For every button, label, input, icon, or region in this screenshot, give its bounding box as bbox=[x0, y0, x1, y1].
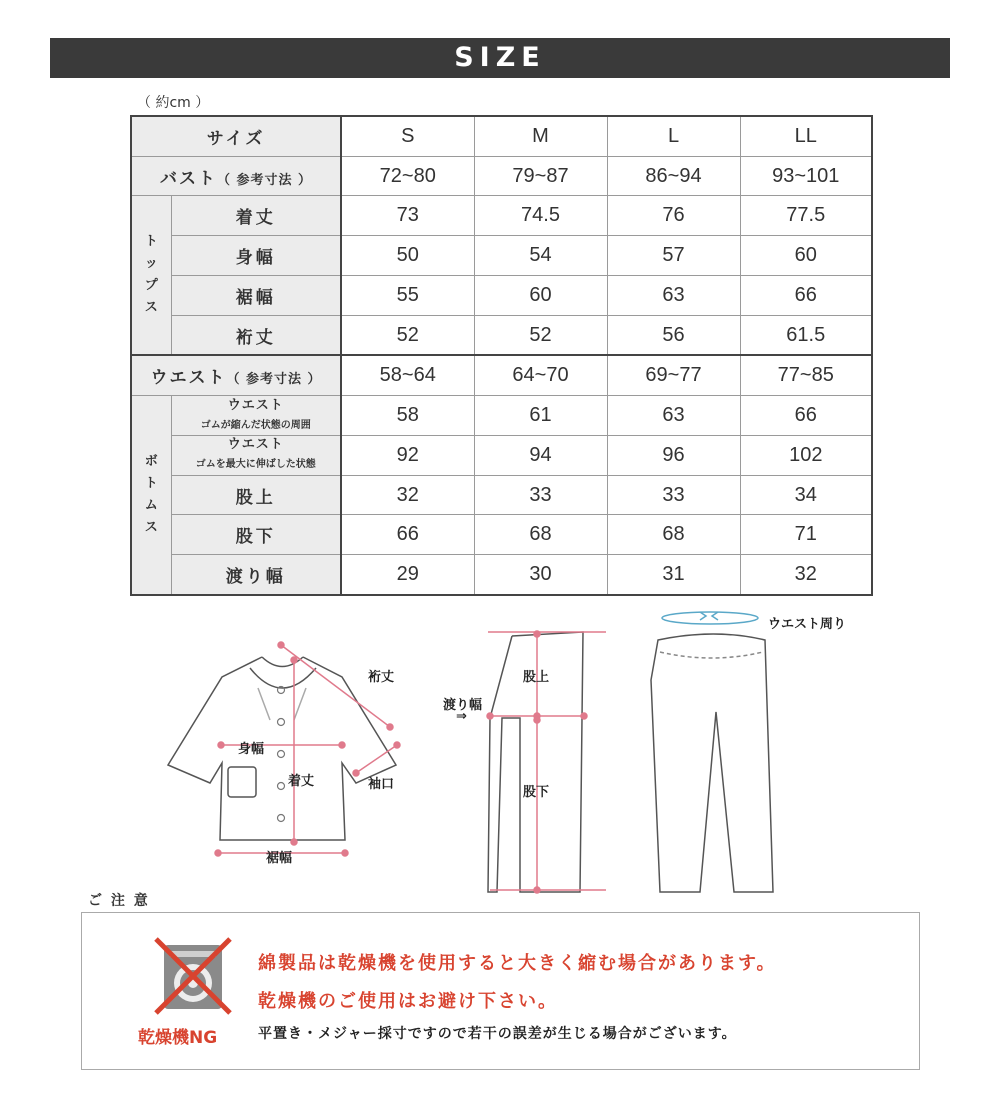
dryer-ng-label: 乾燥機NG bbox=[138, 1028, 218, 1048]
table-cell: 60 bbox=[740, 236, 872, 276]
table-cell: 32 bbox=[341, 475, 474, 515]
caution-line-3: 平置き・メジャー採寸ですので若干の誤差が生じる場合がございます。 bbox=[258, 1026, 737, 1042]
waist-around-label: ウエスト周り bbox=[768, 617, 847, 632]
size-banner: SIZE bbox=[50, 38, 950, 78]
unit-note: （ 約cm ） bbox=[137, 95, 210, 111]
dryer-ng-icon bbox=[152, 935, 234, 1017]
bust-note: （ 参考寸法 ） bbox=[216, 172, 313, 188]
table-row bbox=[131, 515, 872, 555]
table-cell: 66 bbox=[341, 515, 474, 555]
table-cell: 52 bbox=[474, 315, 607, 355]
table-cell: 68 bbox=[607, 515, 740, 555]
size-table bbox=[130, 115, 873, 596]
table-cell: 76 bbox=[607, 196, 740, 236]
table-cell: 61 bbox=[474, 396, 607, 436]
table-cell: 50 bbox=[341, 236, 474, 276]
table-cell: 77~85 bbox=[740, 355, 872, 395]
size-s: S bbox=[341, 116, 474, 156]
table-cell: 58 bbox=[341, 396, 474, 436]
row-label: 着丈 bbox=[171, 196, 341, 236]
waist-label bbox=[131, 355, 341, 395]
table-cell: 71 bbox=[740, 515, 872, 555]
row-label: ウエスト ゴムが縮んだ状態の周囲 bbox=[171, 396, 341, 436]
table-cell: 61.5 bbox=[740, 315, 872, 355]
table-row bbox=[131, 315, 872, 355]
susohaba-label: 裾幅 bbox=[266, 851, 293, 866]
table-cell: 58~64 bbox=[341, 355, 474, 395]
table-cell: 57 bbox=[607, 236, 740, 276]
table-cell: 33 bbox=[607, 475, 740, 515]
table-cell: 29 bbox=[341, 555, 474, 595]
table-cell: 30 bbox=[474, 555, 607, 595]
table-row bbox=[131, 435, 872, 475]
table-cell: 73 bbox=[341, 196, 474, 236]
table-cell: 96 bbox=[607, 435, 740, 475]
row-label: ウエスト ゴムを最大に伸ばした状態 bbox=[171, 435, 341, 475]
table-cell: 72~80 bbox=[341, 156, 474, 196]
table-cell: 66 bbox=[740, 396, 872, 436]
table-cell: 31 bbox=[607, 555, 740, 595]
matashita-label: 股下 bbox=[523, 785, 550, 800]
table-cell: 63 bbox=[607, 396, 740, 436]
matagami-label: 股上 bbox=[523, 670, 550, 685]
mihaba-label: 身幅 bbox=[238, 742, 265, 757]
bottoms-group-label: ボ ト ム ス bbox=[131, 396, 171, 595]
row-label: 股上 bbox=[171, 475, 341, 515]
table-cell: 34 bbox=[740, 475, 872, 515]
caution-line-2: 乾燥機のご使用はお避け下さい。 bbox=[258, 991, 558, 1012]
watari-label: 渡り幅 bbox=[443, 698, 483, 713]
waist-label-text: ウエスト bbox=[150, 368, 227, 389]
table-cell: 79~87 bbox=[474, 156, 607, 196]
caution-title: ご 注 意 bbox=[88, 893, 150, 909]
tops-group-label: ト ッ プ ス bbox=[131, 196, 171, 355]
row-label: 身幅 bbox=[171, 236, 341, 276]
table-row bbox=[131, 475, 872, 515]
table-cell: 55 bbox=[341, 275, 474, 315]
bust-label bbox=[131, 156, 341, 196]
table-row bbox=[131, 275, 872, 315]
table-row bbox=[131, 555, 872, 595]
waist-note: （ 参考寸法 ） bbox=[226, 372, 322, 388]
row-label: 裄丈 bbox=[171, 315, 341, 355]
garment-diagram bbox=[0, 600, 1001, 900]
table-cell: 69~77 bbox=[607, 355, 740, 395]
table-cell: 74.5 bbox=[474, 196, 607, 236]
table-cell: 54 bbox=[474, 236, 607, 276]
size-l: L bbox=[607, 116, 740, 156]
caution-line-1: 綿製品は乾燥機を使用すると大きく縮む場合があります。 bbox=[258, 953, 777, 974]
waist-arrow bbox=[662, 612, 758, 624]
table-cell: 32 bbox=[740, 555, 872, 595]
watari-arrow: ⇒ bbox=[456, 709, 467, 724]
table-row bbox=[131, 236, 872, 276]
shirt-buttons bbox=[278, 687, 285, 822]
table-row-header bbox=[131, 116, 872, 156]
table-cell: 63 bbox=[607, 275, 740, 315]
table-cell: 94 bbox=[474, 435, 607, 475]
table-cell: 93~101 bbox=[740, 156, 872, 196]
row-label: 股下 bbox=[171, 515, 341, 555]
size-m: M bbox=[474, 116, 607, 156]
bust-label-text: バスト bbox=[159, 168, 217, 189]
sodeguchi-label: 袖口 bbox=[368, 777, 395, 792]
table-cell: 60 bbox=[474, 275, 607, 315]
table-cell: 66 bbox=[740, 275, 872, 315]
table-cell: 52 bbox=[341, 315, 474, 355]
table-row-bust bbox=[131, 156, 872, 196]
table-cell: 56 bbox=[607, 315, 740, 355]
table-row bbox=[131, 396, 872, 436]
caution-box bbox=[81, 912, 920, 1070]
yuki-label: 裄丈 bbox=[368, 670, 395, 685]
table-row bbox=[131, 196, 872, 236]
row-label: 裾幅 bbox=[171, 275, 341, 315]
table-cell: 77.5 bbox=[740, 196, 872, 236]
kitake-label: 着丈 bbox=[288, 774, 315, 789]
table-row-waist bbox=[131, 355, 872, 395]
pants-front-illustration bbox=[651, 634, 773, 892]
table-cell: 68 bbox=[474, 515, 607, 555]
row-label: 渡り幅 bbox=[171, 555, 341, 595]
table-cell: 86~94 bbox=[607, 156, 740, 196]
table-cell: 102 bbox=[740, 435, 872, 475]
table-cell: 33 bbox=[474, 475, 607, 515]
table-cell: 92 bbox=[341, 435, 474, 475]
size-ll: LL bbox=[740, 116, 872, 156]
table-cell: 64~70 bbox=[474, 355, 607, 395]
size-header-label: サイズ bbox=[131, 116, 341, 156]
shirt-illustration bbox=[168, 657, 396, 840]
